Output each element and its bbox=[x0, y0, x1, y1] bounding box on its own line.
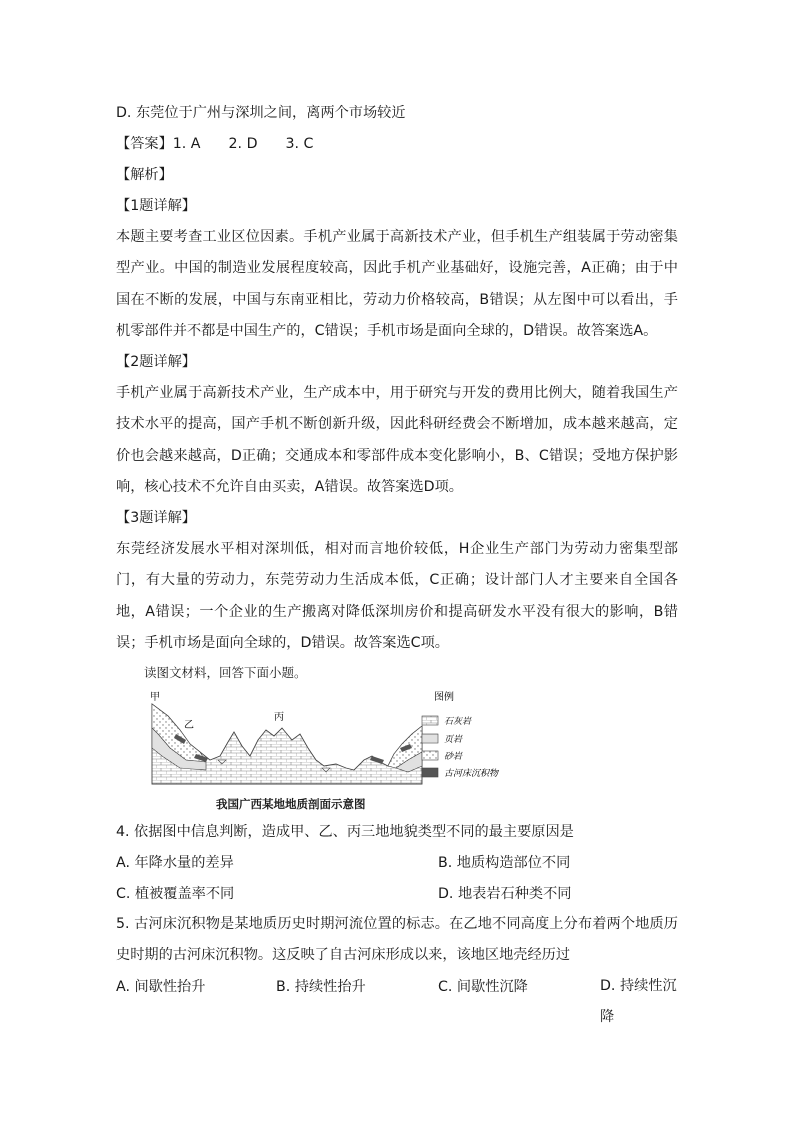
answer-item-2: 2. D bbox=[228, 136, 258, 152]
material-intro: 读图文材料，回答下面小题。 bbox=[144, 665, 307, 680]
geologic-section-figure bbox=[146, 690, 536, 790]
q3-explanation: 东莞经济发展水平相对深圳低，相对而言地价较低，H企业生产部门为劳动力密集型部门，有大量的劳动力，东莞劳动力生活成本低，C正确；设计部门人才主要来自全国各地，A错误；一个企业的生产搬离对降低深圳房价和提高研发水平没有很大的影响，B错误；手机市场是面向全球的，D错误。故答案选C项。 bbox=[116, 541, 678, 652]
q2-heading: 【2题详解】 bbox=[116, 354, 196, 370]
legend-swatch-sandstone bbox=[422, 751, 438, 760]
q5-option-b[interactable]: B. 持续性抬升 bbox=[276, 979, 366, 995]
legend-riverbed: 古河床沉积物 bbox=[444, 769, 499, 779]
legend-swatch-limestone bbox=[422, 716, 438, 725]
q4-option-b[interactable]: B. 地质构造部位不同 bbox=[438, 855, 571, 871]
answer-line bbox=[116, 134, 313, 154]
q2-explanation: 手机产业属于高新技术产业，生产成本中，用于研究与开发的费用比例大，随着我国生产技术水平的提高，国产手机不断创新升级，因此科研经费会不断增加，成本越来越高，定价也会越来越高，D正确；交通成本和零部件成本变化影响小，B、C错误；受地方保护影响，核心技术不允许自由买卖，A错误。故答案选D项。 bbox=[116, 385, 678, 496]
legend-title: 图例 bbox=[434, 692, 454, 703]
label-jia: 甲 bbox=[150, 692, 160, 703]
q5-option-a[interactable]: A. 间歇性抬升 bbox=[116, 979, 206, 995]
answer-item-3: 3. C bbox=[285, 136, 314, 152]
q1-heading: 【1题详解】 bbox=[116, 198, 196, 214]
legend-limestone: 石灰岩 bbox=[444, 717, 472, 727]
legend-shale: 页岩 bbox=[444, 735, 463, 745]
q4-option-a[interactable]: A. 年降水量的差异 bbox=[116, 855, 234, 871]
answer-item-1: 1. A bbox=[172, 136, 201, 152]
analysis-label: 【解析】 bbox=[116, 167, 173, 183]
q3-option-d: D. 东莞位于广州与深圳之间，离两个市场较近 bbox=[116, 105, 406, 121]
q5-stem: 5. 古河床沉积物是某地质历史时期河流位置的标志。在乙地不同高度上分布着两个地质历史时期的古河床沉积物。这反映了自古河床形成以来，该地区地壳经历过 bbox=[116, 916, 678, 964]
q3-heading: 【3题详解】 bbox=[116, 510, 196, 526]
section-body bbox=[152, 704, 422, 784]
q1-explanation: 本题主要考查工业区位因素。手机产业属于高新技术产业，但手机生产组装属于劳动密集型产业。中国的制造业发展程度较高，因此手机产业基础好，设施完善，A正确；由于中国在不断的发展，中国与东南亚相比，劳动力价格较高，B错误；从左图中可以看出，手机零部件并不都是中国生产的，C错误；手机市场是面向全球的，D错误。故答案选A。 bbox=[116, 229, 678, 340]
answer-label: 【答案】 bbox=[116, 136, 173, 152]
legend bbox=[422, 690, 500, 779]
q4-stem: 4. 依据图中信息判断，造成甲、乙、丙三地地貌类型不同的最主要原因是 bbox=[116, 824, 574, 840]
legend-swatch-riverbed bbox=[422, 768, 438, 777]
label-yi: 乙 bbox=[184, 720, 194, 731]
legend-swatch-shale bbox=[422, 734, 438, 743]
q5-option-c[interactable]: C. 间歇性沉降 bbox=[438, 979, 528, 995]
legend-sandstone: 砂岩 bbox=[444, 752, 463, 762]
q4-option-d[interactable]: D. 地表岩石种类不同 bbox=[438, 886, 572, 902]
label-bing: 丙 bbox=[274, 712, 284, 723]
q5-option-d[interactable]: D. 持续性沉降 bbox=[600, 978, 677, 1025]
figure-caption: 我国广西某地地质剖面示意图 bbox=[216, 797, 366, 811]
q4-option-c[interactable]: C. 植被覆盖率不同 bbox=[116, 886, 235, 902]
